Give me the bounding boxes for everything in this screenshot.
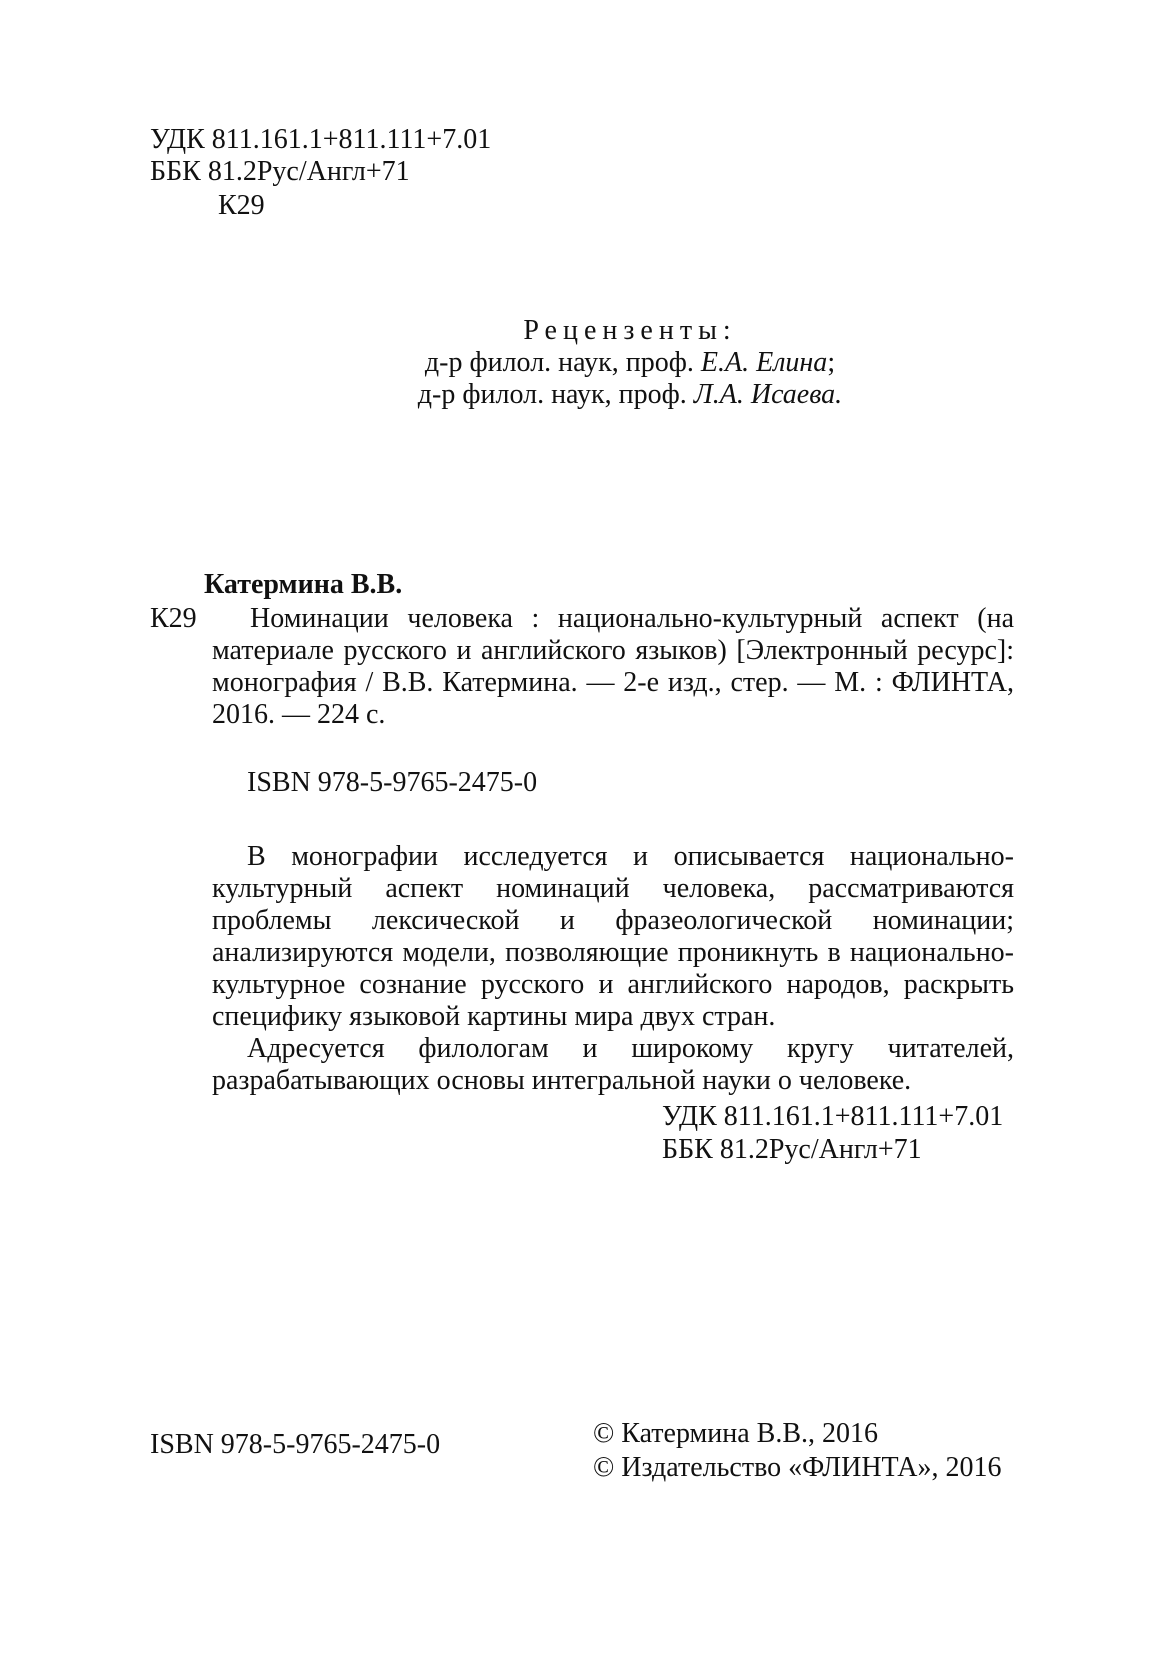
author-mark-top: К29 [218, 190, 265, 221]
author-mark-record: К29 [150, 603, 197, 634]
reviewer-2 [300, 379, 960, 411]
reviewer-1 [300, 347, 960, 379]
reviewer-1-name: Е.А. Елина [700, 347, 828, 378]
reviewer-2-degree: д-р филол. наук, проф. [417, 379, 694, 410]
reviewers-block [300, 315, 960, 411]
reviewer-2-name: Л.А. Исаева. [693, 379, 843, 410]
bibliographic-description: Номинации человека : национально-культурный аспект (на материале русского и английского языков) [Электронный ресурс]: монография / В.В. Катермина. — 2-е изд., стер. — М. : ФЛИНТА, 2016. — 224 с. [212, 603, 1014, 730]
reviewer-1-degree: д-р филол. наук, проф. [424, 347, 701, 378]
reviewer-1-separator: ; [827, 347, 836, 378]
isbn-record: ISBN 978-5-9765-2475-0 [247, 767, 538, 798]
copyright-publisher: © Издательство «ФЛИНТА», 2016 [593, 1452, 1002, 1483]
annotation [212, 841, 1014, 1097]
udk-index-top: УДК 811.161.1+811.111+7.01 [150, 124, 492, 155]
isbn-footer: ISBN 978-5-9765-2475-0 [150, 1429, 441, 1460]
reviewers-heading: Рецензенты: [523, 315, 737, 346]
annotation-paragraph: Адресуется филологам и широкому кругу читателей, разрабатывающих основы интегральной науки о человеке. [212, 1033, 1014, 1096]
author-heading: Катермина В.В. [204, 569, 403, 600]
udk-index-bottom: УДК 811.161.1+811.111+7.01 [662, 1101, 1004, 1132]
bbk-index-bottom: ББК 81.2Рус/Англ+71 [662, 1134, 922, 1165]
copyright-author: © Катермина В.В., 2016 [593, 1418, 878, 1449]
bbk-index-top: ББК 81.2Рус/Англ+71 [150, 156, 410, 187]
annotation-paragraph: В монографии исследуется и описывается национально-культурный аспект номинаций человека, рассматриваются проблемы лексической и фразеологической номинации; анализируются модели, позволяющие проникнуть в национально-культурное сознание русского и английского народов, раскрыть специфику языковой картины мира двух стран. [212, 841, 1014, 1032]
